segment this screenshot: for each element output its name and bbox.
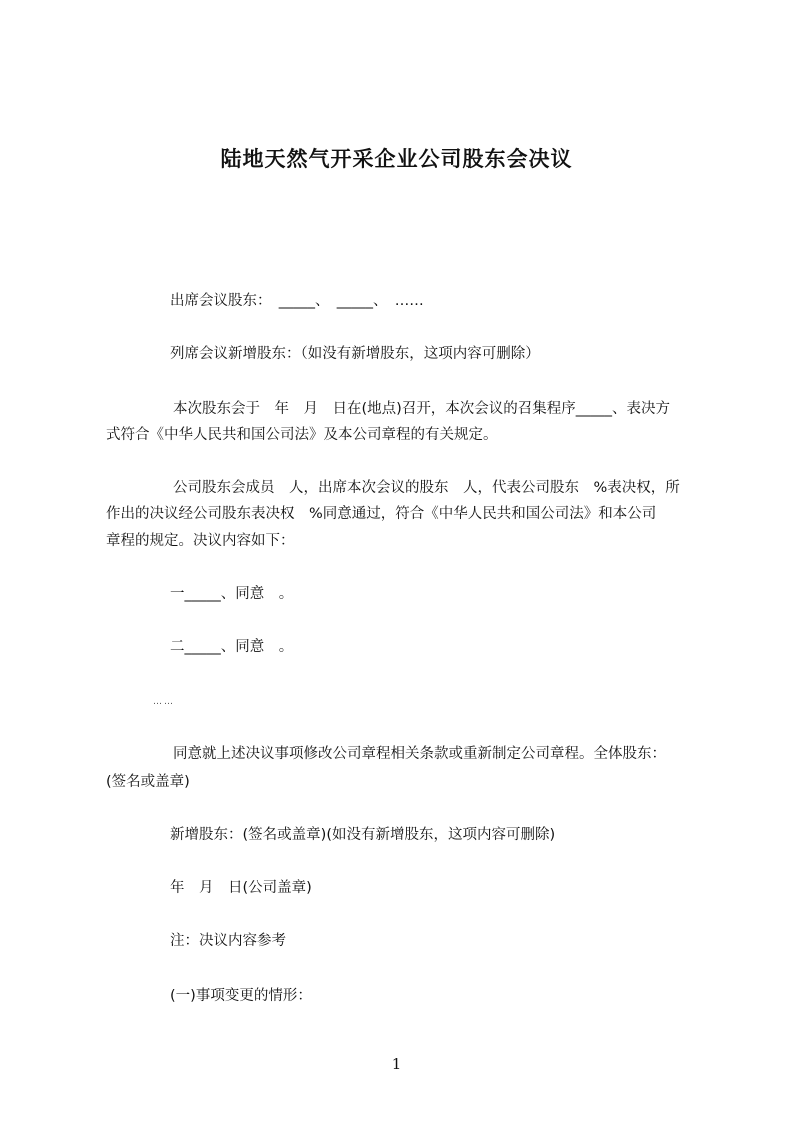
page-number: 1 <box>391 1055 402 1073</box>
new-shareholders-line: 列席会议新增股东：（如没有新增股东，这项内容可删除） <box>170 346 540 362</box>
resolution-item-1: 一_____、同意 。 <box>170 586 294 602</box>
votes-paragraph-line-1: 公司股东会成员 人，出席本次会议的股东 人，代表公司股东 %表决权，所 <box>173 480 680 496</box>
case-heading: (一)事项变更的情形： <box>170 988 312 1004</box>
meeting-paragraph-line-2: 式符合《中华人民共和国公司法》及本公司章程的有关规定。 <box>106 427 498 443</box>
amend-paragraph-line-1: 同意就上述决议事项修改公司章程相关条款或重新制定公司章程。全体股东： <box>173 746 666 762</box>
document-title: 陆地天然气开采企业公司股东会决议 <box>220 147 573 171</box>
new-shareholders-signature: 新增股东：(签名或盖章)(如没有新增股东，这项内容可删除) <box>170 827 556 843</box>
attendees-line: 出席会议股东： _____、 _____、 …… <box>170 293 424 309</box>
votes-paragraph-line-3: 章程的规定。决议内容如下： <box>106 533 295 549</box>
votes-paragraph-line-2: 作出的决议经公司股东表决权 %同意通过，符合《中华人民共和国公司法》和本公司 <box>106 506 657 522</box>
meeting-paragraph-line-1: 本次股东会于 年 月 日在(地点)召开，本次会议的召集程序_____、表决方 <box>173 401 671 417</box>
date-seal-line: 年 月 日(公司盖章) <box>170 880 312 896</box>
ellipsis-mark: …… <box>153 697 175 707</box>
resolution-item-2: 二_____、同意 。 <box>170 639 294 655</box>
note-line: 注：决议内容参考 <box>170 933 286 949</box>
amend-paragraph-line-2: (签名或盖章) <box>106 774 190 790</box>
